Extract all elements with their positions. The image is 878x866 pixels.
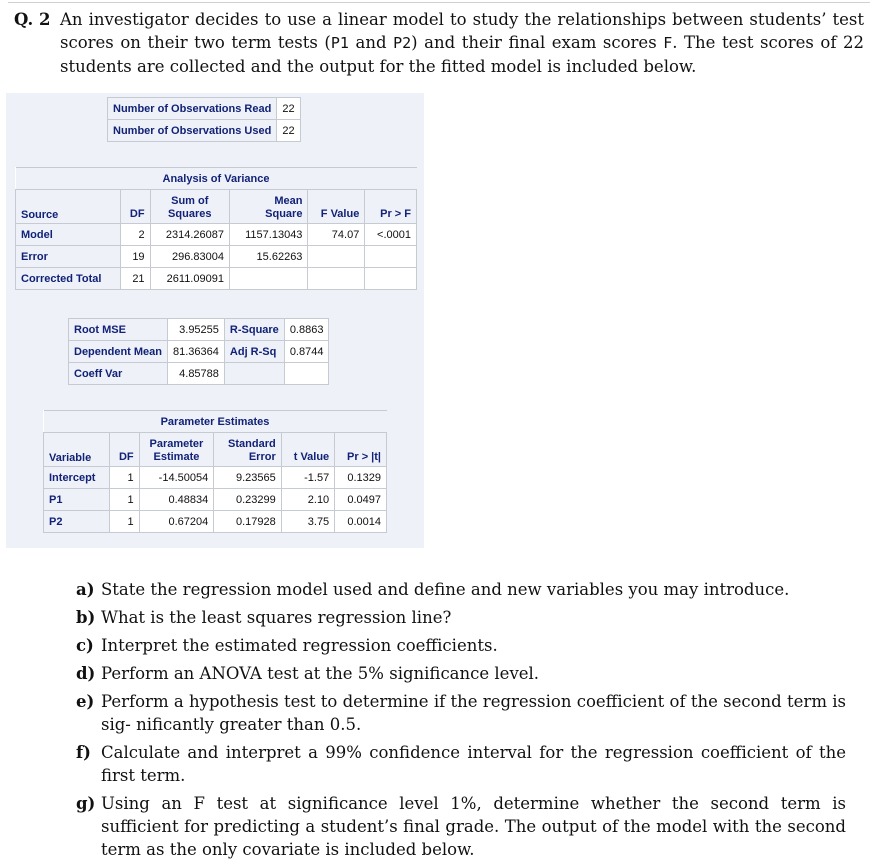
fit-cell: Coeff Var [69,363,168,385]
table-row [16,246,417,268]
part-label: f) [76,743,91,762]
part-text: Perform a hypothesis test to determine if the regression coefficient of the second term is sig- nificantly greater than 0.5. [101,692,846,734]
table-row [16,268,417,290]
params-cell: 0.67204 [139,511,214,533]
params-cell: 0.48834 [139,489,214,511]
obs-used-value: 22 [277,120,300,142]
fit-cell: 4.85788 [168,363,225,385]
part-label: d) [76,664,96,683]
anova-cell: Corrected Total [16,268,121,290]
question-text-part: . The test scores of 22 students are collected and the output for the fitted model is included below. [60,33,864,76]
params-header-t: t Value [281,433,334,467]
anova-cell [365,268,417,290]
table-row [69,319,329,341]
anova-cell: 74.07 [308,224,365,246]
fit-cell [224,363,284,385]
table-row [44,489,387,511]
anova-cell: Model [16,224,121,246]
anova-cell: 19 [121,246,150,268]
params-header-se-line2: Error [248,451,276,463]
params-cell: -1.57 [281,467,334,489]
params-cell: P2 [44,511,110,533]
fit-cell: 3.95255 [168,319,225,341]
anova-title: Analysis of Variance [16,168,417,190]
table-row [44,467,387,489]
params-cell: Intercept [44,467,110,489]
anova-cell [308,268,365,290]
table-row [16,190,417,224]
part-text: Interpret the estimated regression coefficients. [101,636,498,655]
anova-header-ss-line2: Squares [168,208,212,220]
table-row [108,120,301,142]
anova-header-df: DF [121,190,150,224]
part-label: c) [76,636,94,655]
anova-header-ms-line2: Square [265,208,303,220]
fit-cell: R-Square [224,319,284,341]
fit-cell: Dependent Mean [69,341,168,363]
obs-read-value: 22 [277,98,300,120]
params-cell: 0.1329 [335,467,387,489]
list-item [76,634,846,657]
part-label: b) [76,608,96,627]
anova-cell [308,246,365,268]
question-text-part: ) and their final exam scores [411,33,664,52]
table-row [44,411,387,433]
anova-cell [365,246,417,268]
anova-cell: 21 [121,268,150,290]
list-item [76,690,846,736]
anova-table [15,167,417,290]
part-label: a) [76,580,95,599]
params-cell: 1 [110,467,140,489]
anova-cell: 2611.09091 [150,268,229,290]
fit-cell: 0.8863 [284,319,329,341]
part-text: Calculate and interpret a 99% confidence interval for the regression coefficient of the first term. [101,743,846,785]
fit-cell [284,363,329,385]
table-row [69,341,329,363]
list-item [76,606,846,629]
params-cell: 0.17928 [214,511,282,533]
var-p1: P1 [330,34,349,52]
params-header-est-line2: Estimate [153,451,200,463]
anova-cell [229,268,307,290]
fit-cell: 0.8744 [284,341,329,363]
part-label: g) [76,794,96,813]
var-p2: P2 [393,34,412,52]
question-parts-list [76,578,846,866]
anova-header-ms-line1: Mean [274,195,303,207]
params-header-se-line1: Standard [228,438,276,450]
part-label: e) [76,692,95,711]
anova-cell: 296.83004 [150,246,229,268]
part-text: What is the least squares regression line? [101,608,452,627]
anova-cell: 1157.13043 [229,224,307,246]
table-row [16,168,417,190]
params-cell: P1 [44,489,110,511]
params-cell: 1 [110,489,140,511]
table-row [44,511,387,533]
anova-cell: <.0001 [365,224,417,246]
top-rule [8,2,870,3]
fit-cell: Adj R-Sq [224,341,284,363]
anova-header-p: Pr > F [365,190,417,224]
anova-cell: 15.62263 [229,246,307,268]
fit-statistics-table [68,318,329,385]
var-f: F [663,34,673,52]
params-cell: 0.23299 [214,489,282,511]
anova-header-f: F Value [308,190,365,224]
question-text [60,8,864,78]
table-row [44,433,387,467]
params-header-estimate [139,433,214,467]
list-item [76,578,846,601]
anova-header-ss-line1: Sum of [171,195,209,207]
params-cell: 9.23565 [214,467,282,489]
params-cell: 0.0014 [335,511,387,533]
table-row [108,98,301,120]
obs-read-label: Number of Observations Read [108,98,277,120]
anova-header-source: Source [16,190,121,224]
anova-cell: Error [16,246,121,268]
fit-cell: 81.36364 [168,341,225,363]
sas-output-panel [6,93,424,548]
list-item [76,792,846,861]
list-item [76,662,846,685]
params-header-variable: Variable [44,433,110,467]
params-header-se [214,433,282,467]
list-item [76,741,846,787]
parameter-estimates-table [43,410,387,533]
anova-header-ms [229,190,307,224]
table-row [69,363,329,385]
anova-cell: 2 [121,224,150,246]
part-text: Using an F test at significance level 1%, determine whether the second term is sufficient for predicting a student’s final grade. The output of the model with the second term as the only covariate is included below. [101,794,846,859]
anova-cell: 2314.26087 [150,224,229,246]
part-text: Perform an ANOVA test at the 5% significance level. [101,664,540,683]
params-cell: 1 [110,511,140,533]
fit-cell: Root MSE [69,319,168,341]
params-title: Parameter Estimates [44,411,387,433]
obs-used-label: Number of Observations Used [108,120,277,142]
params-cell: -14.50054 [139,467,214,489]
anova-header-ss [150,190,229,224]
params-header-est-line1: Parameter [149,438,204,450]
params-header-p: Pr > |t| [335,433,387,467]
part-text: State the regression model used and define and new variables you may introduce. [101,580,790,599]
params-header-df: DF [110,433,140,467]
question-number: Q. 2 [14,10,51,29]
params-cell: 0.0497 [335,489,387,511]
question-text-part: An investigator decides to use a linear model to study the relationships between students’ test scores on their two term tests ( [60,10,864,52]
params-cell: 2.10 [281,489,334,511]
observations-table [107,97,301,142]
question-text-part: and [348,33,394,52]
params-cell: 3.75 [281,511,334,533]
question-block [14,8,864,78]
table-row [16,224,417,246]
